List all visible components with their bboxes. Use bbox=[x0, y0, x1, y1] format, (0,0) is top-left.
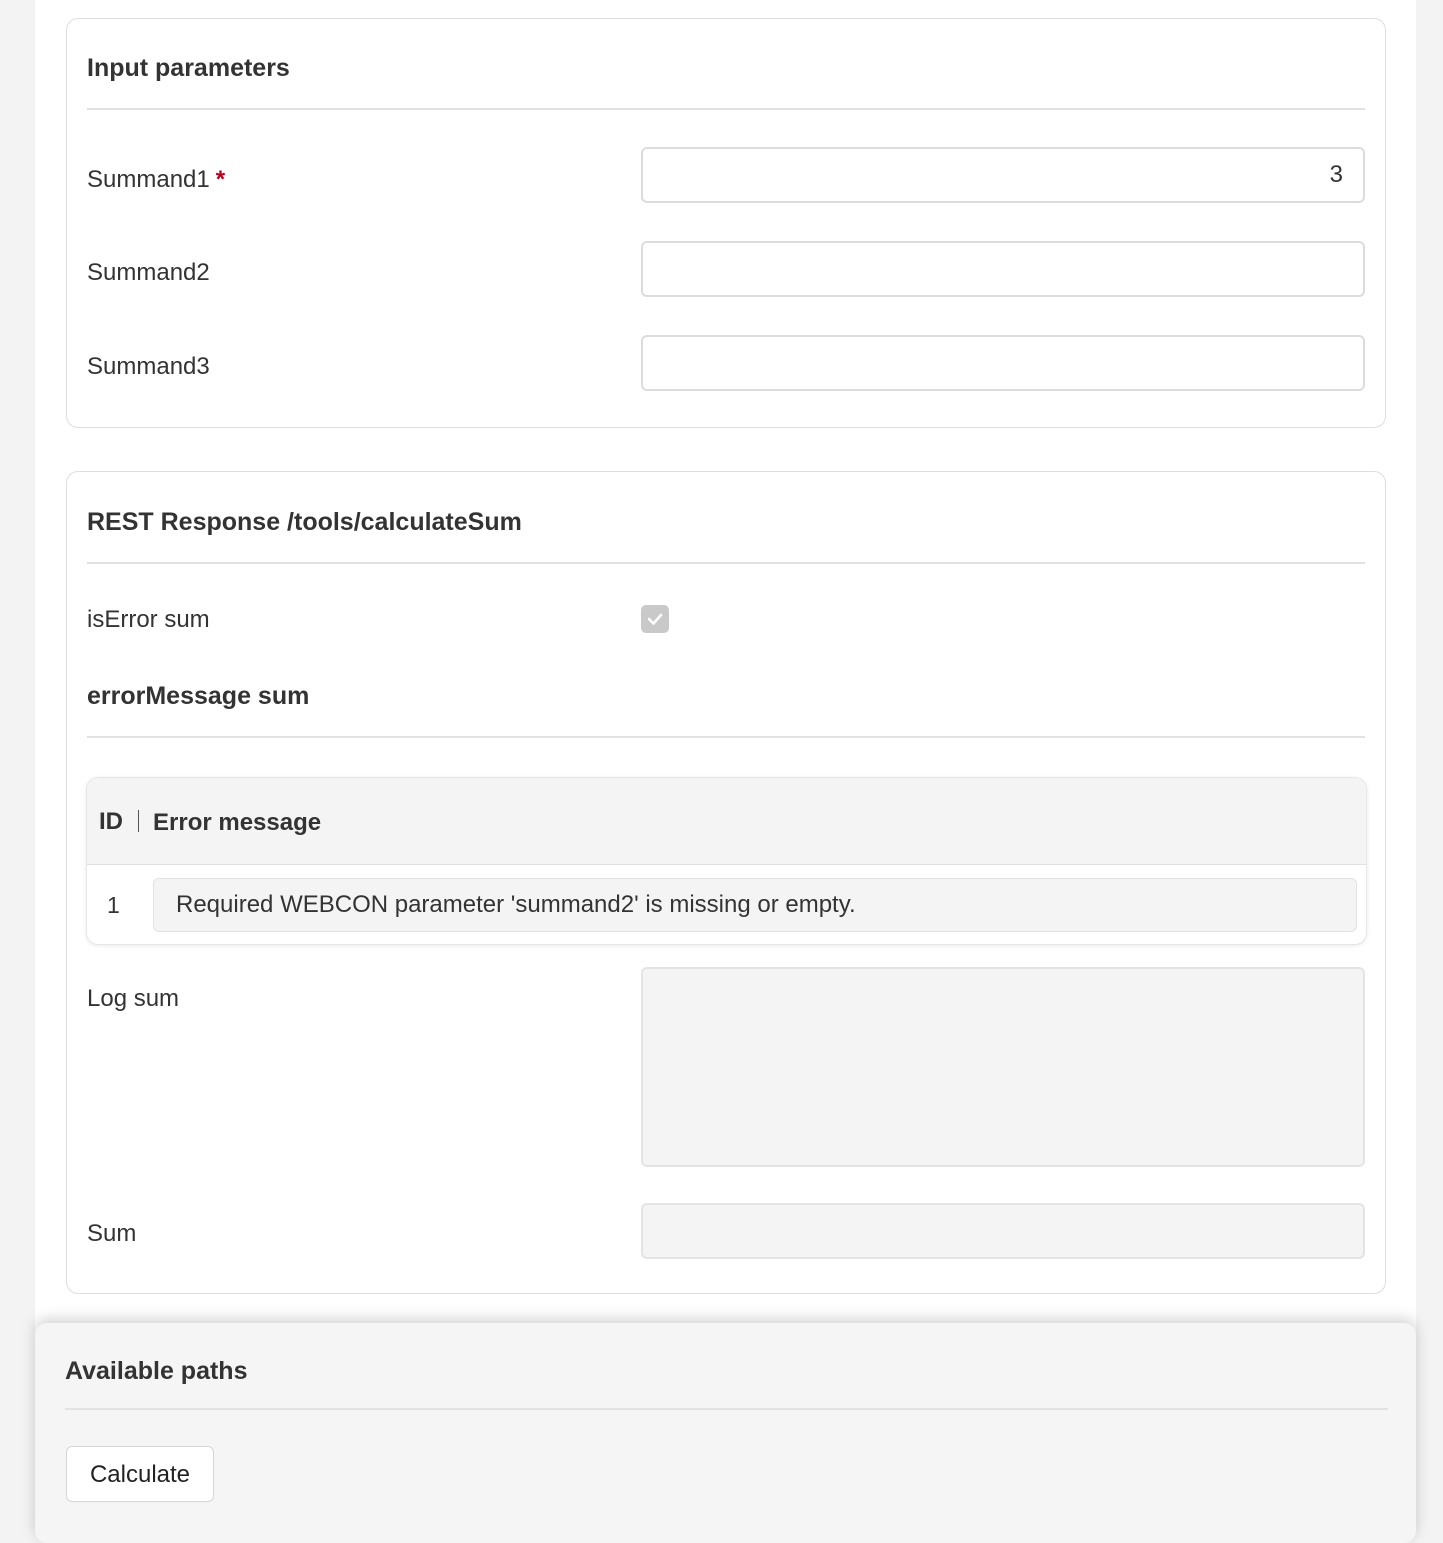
rest-response-panel bbox=[66, 471, 1386, 1294]
checkmark-icon bbox=[645, 609, 665, 629]
summand3-input[interactable] bbox=[641, 335, 1365, 391]
row-error-message-cell[interactable]: Required WEBCON parameter 'summand2' is missing or empty. bbox=[153, 878, 1357, 932]
summand2-label: Summand2 bbox=[87, 259, 210, 286]
divider bbox=[87, 562, 1365, 564]
summand1-input[interactable]: 3 bbox=[641, 147, 1365, 203]
divider bbox=[87, 108, 1365, 110]
log-sum-textarea[interactable] bbox=[641, 967, 1365, 1167]
is-error-checkbox[interactable] bbox=[641, 605, 669, 633]
calculate-button[interactable]: Calculate bbox=[66, 1446, 214, 1502]
required-marker: * bbox=[215, 166, 226, 193]
error-message-grid bbox=[86, 777, 1367, 945]
sum-label: Sum bbox=[87, 1220, 137, 1247]
divider bbox=[65, 1408, 1388, 1410]
grid-header bbox=[87, 778, 1366, 865]
is-error-label: isError sum bbox=[87, 606, 210, 633]
column-separator[interactable] bbox=[138, 810, 139, 832]
error-message-title: errorMessage sum bbox=[87, 682, 310, 710]
summand1-label: Summand1 * bbox=[87, 166, 226, 193]
rest-response-title: REST Response /tools/calculateSum bbox=[87, 508, 522, 536]
divider bbox=[87, 736, 1365, 738]
available-paths-panel bbox=[35, 1323, 1416, 1543]
sum-input[interactable] bbox=[641, 1203, 1365, 1259]
summand2-input[interactable] bbox=[641, 241, 1365, 297]
input-parameters-title: Input parameters bbox=[87, 54, 290, 82]
available-paths-title: Available paths bbox=[65, 1357, 248, 1385]
column-header-error-message[interactable]: Error message bbox=[153, 809, 322, 836]
row-id-cell: 1 bbox=[107, 892, 120, 918]
log-sum-label: Log sum bbox=[87, 985, 180, 1012]
summand3-label: Summand3 bbox=[87, 353, 210, 380]
input-parameters-panel bbox=[66, 18, 1386, 428]
column-header-id[interactable]: ID bbox=[99, 808, 123, 835]
